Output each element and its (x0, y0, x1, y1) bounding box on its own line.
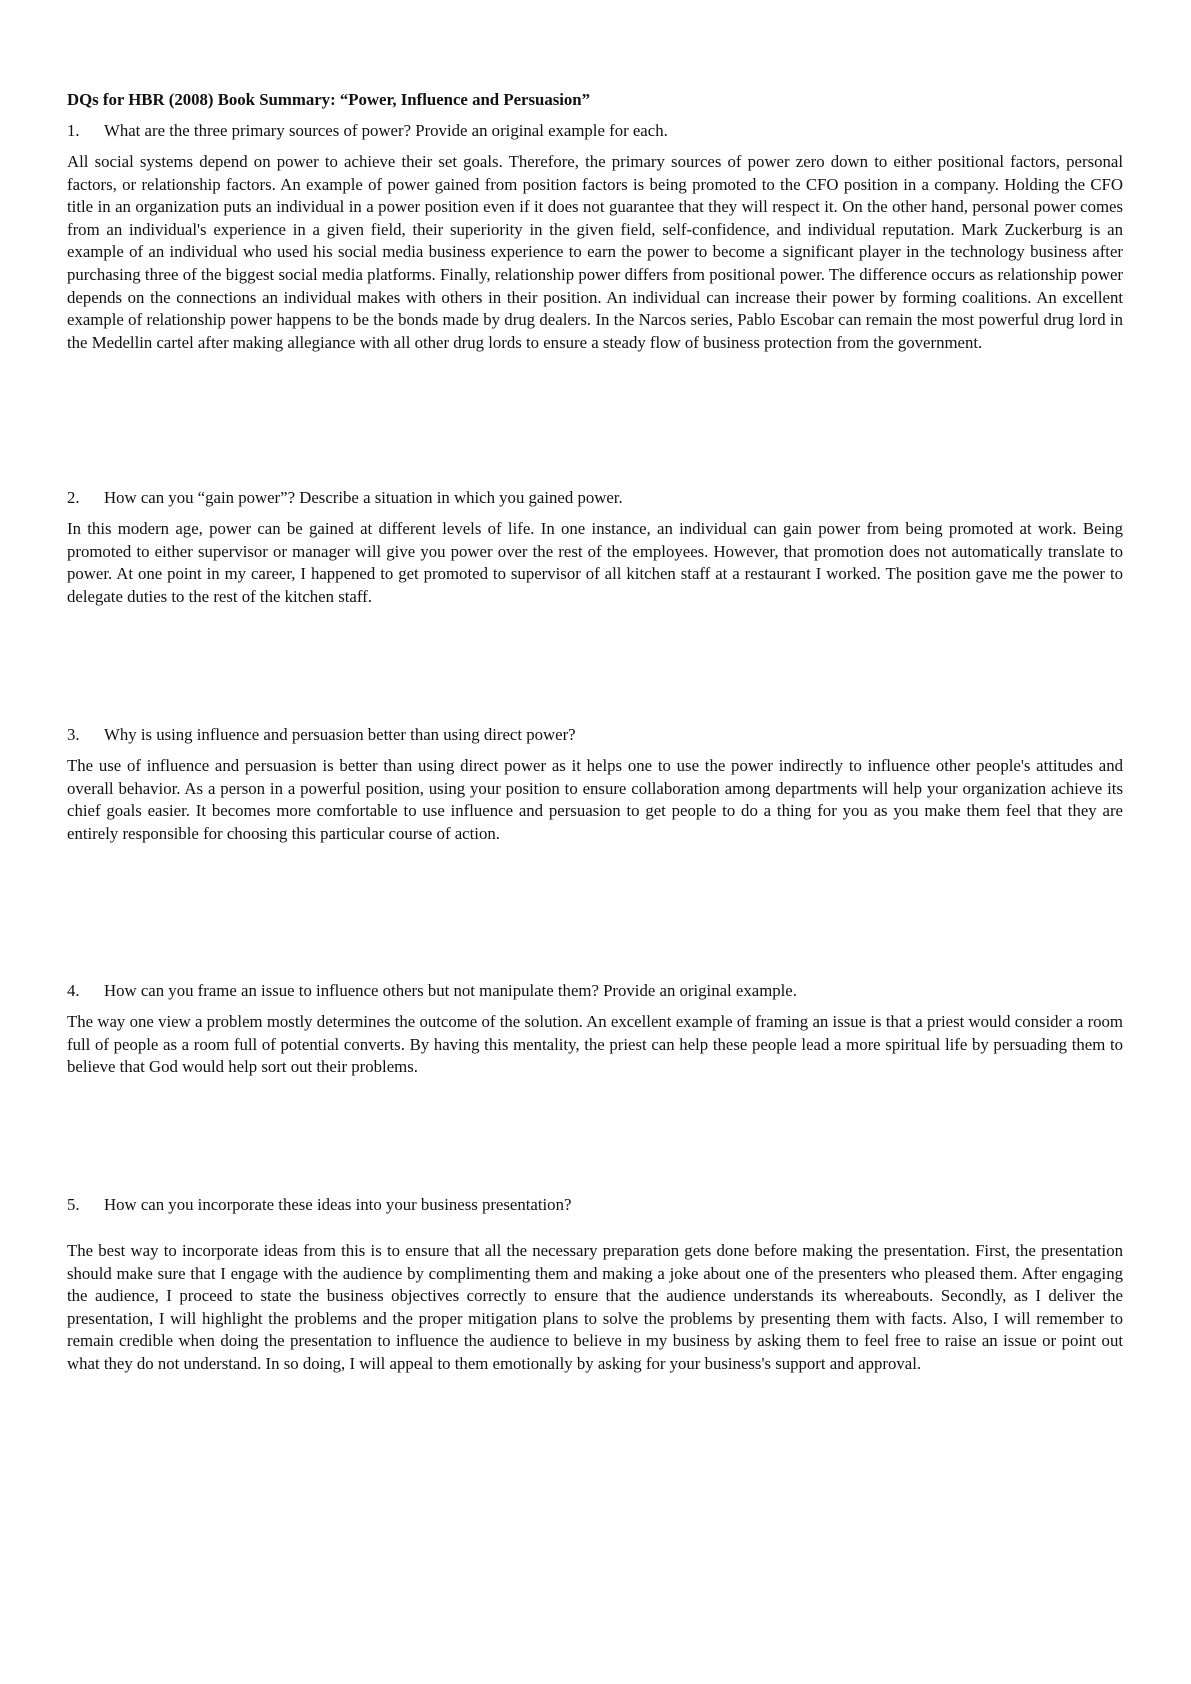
answer-1: All social systems depend on power to achieve their set goals. Therefore, the primary sources of power zero down to either positional factors, personal factors, or relationship factors. An example of power gained from position factors is being promoted to the CFO position in a company. Holding the CFO title in an organization puts an individual in a power position even if it does not guarantee that they will respect it. On the other hand, personal power comes from an individual's experience in a given field, their superiority in the given field, self-confidence, and individual reputation. Mark Zuckerburg is an example of an individual who used his social media business experience to earn the power to become a significant player in the technology business after purchasing three of the biggest social media platforms. Finally, relationship power differs from positional power. The difference occurs as relationship power depends on the connections an individual makes with others in their position. An individual can increase their power by forming coalitions. An excellent example of relationship power happens to be the bonds made by drug dealers. In the Narcos series, Pablo Escobar can remain the most powerful drug lord in the Medellin cartel after making allegiance with all other drug lords to ensure a steady flow of business protection from the government. (67, 152, 1123, 352)
question-number: 4. (67, 981, 80, 1000)
question-text: How can you frame an issue to influence others but not manipulate them? Provide an original example. (104, 981, 797, 1000)
answer-2: In this modern age, power can be gained at different levels of life. In one instance, an individual can gain power from being promoted at work. Being promoted to either supervisor or manager will give you power over the rest of the employees. However, that promotion does not automatically translate to power. At one point in my career, I happened to get promoted to supervisor of all kitchen staff at a restaurant I worked. The position gave me the power to delegate duties to the rest of the kitchen staff. (67, 519, 1123, 606)
question-text: What are the three primary sources of power? Provide an original example for each. (104, 121, 668, 140)
question-number: 1. (67, 121, 80, 140)
question-number: 5. (67, 1195, 80, 1214)
question-number: 3. (67, 725, 80, 744)
question-1 (67, 120, 668, 143)
question-5 (67, 1194, 571, 1217)
question-number: 2. (67, 488, 80, 507)
question-3 (67, 724, 576, 747)
answer-4: The way one view a problem mostly determines the outcome of the solution. An excellent example of framing an issue is that a priest would consider a room full of people as a room full of potential converts. By having this mentality, the priest can help these people lead a more spiritual life by persuading them to believe that God would help sort out their problems. (67, 1012, 1123, 1077)
question-2 (67, 487, 623, 510)
question-4 (67, 980, 797, 1003)
question-text: How can you incorporate these ideas into your business presentation? (104, 1195, 572, 1214)
answer-5: The best way to incorporate ideas from this is to ensure that all the necessary preparation gets done before making the presentation. First, the presentation should make sure that I engage with the audience by complimenting them and making a joke about one of the presenters who pleased them. After engaging the audience, I proceed to state the business objectives correctly to ensure that the audience understands its whereabouts. Secondly, as I deliver the presentation, I will highlight the problems and the proper mitigation plans to solve the problems by presenting them with facts. Also, I will remember to remain credible when doing the presentation to influence the audience to believe in my business by asking them to feel free to raise an issue or point out what they do not understand. In so doing, I will appeal to them emotionally by asking for your business's support and approval. (67, 1241, 1123, 1373)
document-title: DQs for HBR (2008) Book Summary: “Power, Influence and Persuasion” (67, 90, 591, 109)
answer-3: The use of influence and persuasion is better than using direct power as it helps one to use the power indirectly to influence other people's attitudes and overall behavior. As a person in a powerful position, using your position to ensure collaboration among departments will help your organization achieve its chief goals easier. It becomes more comfortable to use influence and persuasion to get people to do a thing for you as you make them feel that they are entirely responsible for choosing this particular course of action. (67, 756, 1123, 843)
question-text: How can you “gain power”? Describe a situation in which you gained power. (104, 488, 623, 507)
question-text: Why is using influence and persuasion better than using direct power? (104, 725, 576, 744)
